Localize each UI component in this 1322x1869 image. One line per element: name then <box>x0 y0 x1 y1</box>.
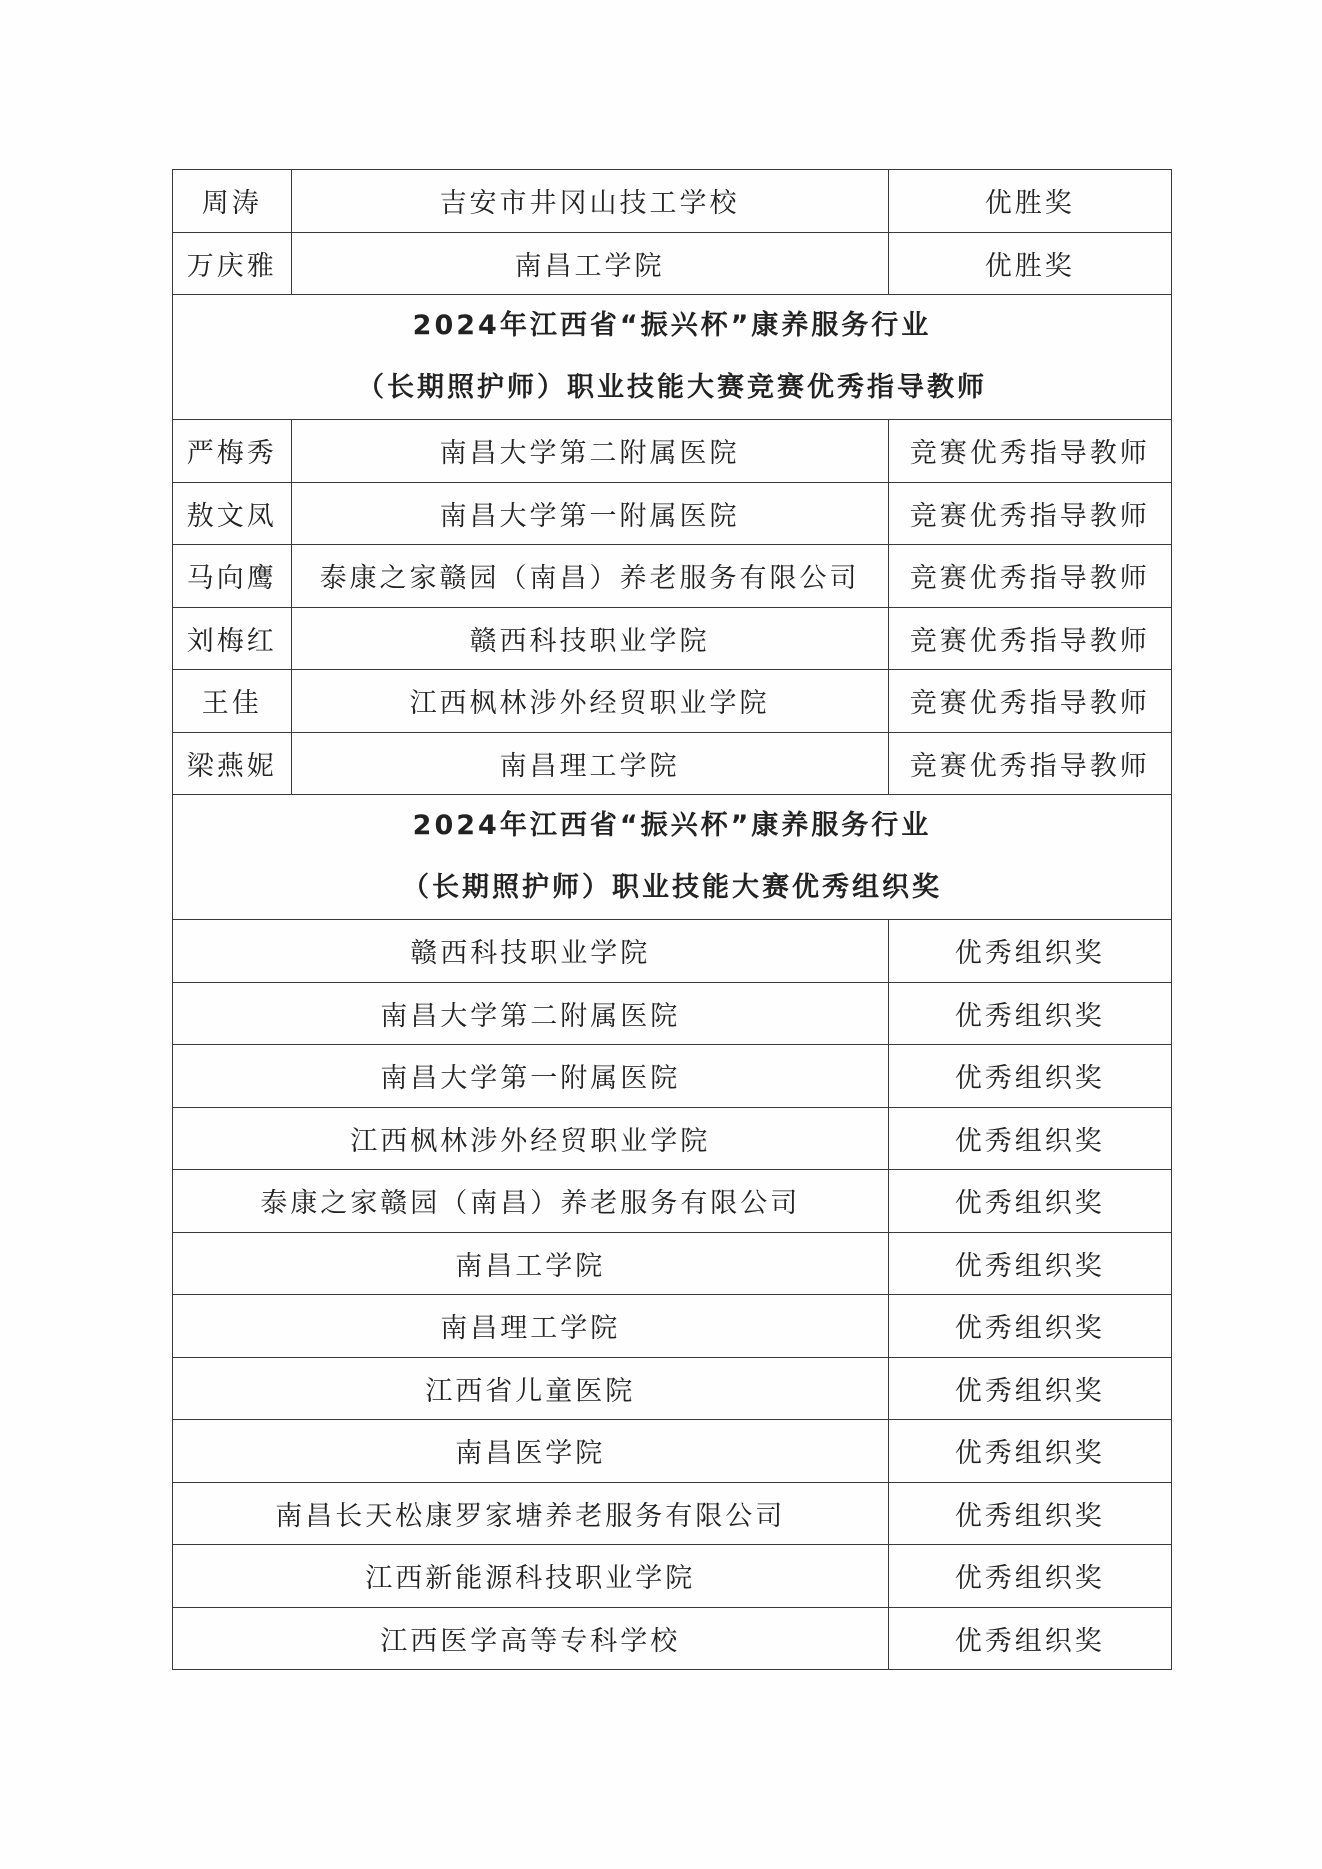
award-organization: 南昌医学院 <box>173 1420 889 1483</box>
teacher-section-title-line2: （长期照护师）职业技能大赛竞赛优秀指导教师 <box>357 372 987 403</box>
table-row <box>173 1232 1172 1295</box>
teacher-organization: 南昌大学第二附属医院 <box>291 420 888 483</box>
teacher-award: 竞赛优秀指导教师 <box>888 607 1171 670</box>
award-organization: 江西医学高等专科学校 <box>173 1607 889 1670</box>
award-organization: 南昌理工学院 <box>173 1295 889 1358</box>
award-table <box>172 169 1172 1670</box>
teacher-award: 竞赛优秀指导教师 <box>888 420 1171 483</box>
table-row <box>173 1295 1172 1358</box>
award-organization: 南昌长天松康罗家塘养老服务有限公司 <box>173 1482 889 1545</box>
teacher-name: 王佳 <box>173 670 292 733</box>
table-row <box>173 1357 1172 1420</box>
table-row <box>173 1170 1172 1233</box>
table-row <box>173 1420 1172 1483</box>
award-organization: 江西新能源科技职业学院 <box>173 1545 889 1608</box>
table-row <box>173 482 1172 545</box>
table-row <box>173 920 1172 983</box>
teacher-award: 竞赛优秀指导教师 <box>888 670 1171 733</box>
organization-award: 优秀组织奖 <box>888 1045 1171 1108</box>
teacher-section-title-line1: 2024年江西省“振兴杯”康养服务行业 <box>412 310 932 341</box>
teacher-section-heading <box>173 295 1172 420</box>
winner-award: 优胜奖 <box>888 170 1171 233</box>
table-row <box>173 670 1172 733</box>
award-organization: 赣西科技职业学院 <box>173 920 889 983</box>
teacher-award: 竞赛优秀指导教师 <box>888 482 1171 545</box>
organization-award: 优秀组织奖 <box>888 1170 1171 1233</box>
table-row <box>173 1545 1172 1608</box>
teacher-award: 竞赛优秀指导教师 <box>888 545 1171 608</box>
teacher-name: 敖文凤 <box>173 482 292 545</box>
teacher-name: 严梅秀 <box>173 420 292 483</box>
award-organization: 江西省儿童医院 <box>173 1357 889 1420</box>
organization-section-title-line2: （长期照护师）职业技能大赛优秀组织奖 <box>402 872 942 903</box>
table-row <box>173 1607 1172 1670</box>
table-row <box>173 732 1172 795</box>
table-row <box>173 1107 1172 1170</box>
award-organization: 南昌工学院 <box>173 1232 889 1295</box>
organization-section-title-line1: 2024年江西省“振兴杯”康养服务行业 <box>412 810 932 841</box>
winner-name: 万庆雅 <box>173 232 292 295</box>
organization-award: 优秀组织奖 <box>888 1295 1171 1358</box>
organization-award: 优秀组织奖 <box>888 1232 1171 1295</box>
organization-award: 优秀组织奖 <box>888 920 1171 983</box>
organization-section-heading <box>173 795 1172 920</box>
award-organization: 江西枫林涉外经贸职业学院 <box>173 1107 889 1170</box>
organization-award: 优秀组织奖 <box>888 1545 1171 1608</box>
organization-award: 优秀组织奖 <box>888 1482 1171 1545</box>
teacher-award: 竞赛优秀指导教师 <box>888 732 1171 795</box>
table-row <box>173 1482 1172 1545</box>
winner-organization: 南昌工学院 <box>291 232 888 295</box>
winner-name: 周涛 <box>173 170 292 233</box>
table-row <box>173 607 1172 670</box>
organization-award: 优秀组织奖 <box>888 982 1171 1045</box>
section-heading-row <box>173 295 1172 420</box>
table-row <box>173 420 1172 483</box>
winner-award: 优胜奖 <box>888 232 1171 295</box>
award-organization: 泰康之家赣园（南昌）养老服务有限公司 <box>173 1170 889 1233</box>
table-row <box>173 232 1172 295</box>
teacher-organization: 江西枫林涉外经贸职业学院 <box>291 670 888 733</box>
teacher-organization: 泰康之家赣园（南昌）养老服务有限公司 <box>291 545 888 608</box>
teacher-organization: 赣西科技职业学院 <box>291 607 888 670</box>
organization-award: 优秀组织奖 <box>888 1357 1171 1420</box>
section-heading-row <box>173 795 1172 920</box>
teacher-name: 刘梅红 <box>173 607 292 670</box>
teacher-organization: 南昌理工学院 <box>291 732 888 795</box>
organization-award: 优秀组织奖 <box>888 1107 1171 1170</box>
table-row <box>173 982 1172 1045</box>
teacher-name: 马向鹰 <box>173 545 292 608</box>
organization-award: 优秀组织奖 <box>888 1420 1171 1483</box>
table-row <box>173 170 1172 233</box>
teacher-organization: 南昌大学第一附属医院 <box>291 482 888 545</box>
teacher-name: 梁燕妮 <box>173 732 292 795</box>
winner-organization: 吉安市井冈山技工学校 <box>291 170 888 233</box>
award-organization: 南昌大学第二附属医院 <box>173 982 889 1045</box>
award-organization: 南昌大学第一附属医院 <box>173 1045 889 1108</box>
organization-award: 优秀组织奖 <box>888 1607 1171 1670</box>
table-row <box>173 545 1172 608</box>
table-row <box>173 1045 1172 1108</box>
